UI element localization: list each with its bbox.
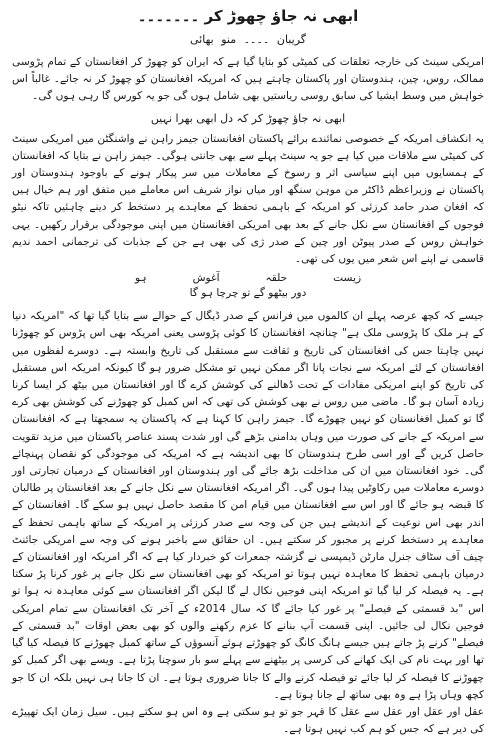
paragraph-4: عقل اور عقل اور عقل سے عقل کا قہر جو تو ہو سکتی ہے وہ اس ہو سکتے ہیں۔ سیل زمان ایک تھپیڑے کی دیر ہے کہ جس کو ہم کب نہیں ہوتا ہے۔: [12, 705, 484, 736]
paragraph-1: امریکی سینٹ کی خارجہ تعلقات کی کمیٹی کو بتایا گیا ہے کہ ایران کو چھوڑ کر افغانستان کے تمام پڑوسی ممالک، روس، چین، ہندوستان اور پاکستان چاہتے ہیں کہ امریکہ افغانستان کو چھوڑ کر نہ جائے۔ غالباً اس خواہش میں وسط ایشیا کی سابق روسی ریاستیں بھی شامل ہوں گی جو یہ کورس گا رہی ہوں گی۔: [12, 56, 484, 103]
verse-line-1: ابھی نہ جاؤ چھوڑ کر کہ دل ابھی بھرا نہیں: [150, 111, 346, 125]
verse-row-2: [12, 286, 484, 301]
article-title: ابھی نہ جاؤ چھوڑ کر ۔۔۔۔۔۔۔: [137, 7, 359, 25]
verse-row-1: [12, 271, 484, 286]
paragraph-2: یہ انکشاف امریکہ کے خصوصی نمائندے برائے پاکستان افغانستان جیمز راہن نے واشنگٹن میں امریکی سینٹ کی کمیٹی سے ملاقات میں کیا ہے جو یہ سینٹ پہلے سے بھی جانتی ہوگی۔ جیمز راہن نے بتایا کہ افغانستان کے ہمسایوں میں اپنے سیاسی اثر و رسوخ کے معاملات میں سر پیکار ہونے کے باوجود ہندوستان اور پاکستان نے وزیراعظم ڈاکٹر من موہن سنگھ اور میاں نواز شریف اس معاملے میں متفق اور ہم خیال ہیں کہ افغان صدر حامد کرزئی کو امریکہ کے باہمی تحفظ کے معاہدے پر دستخط کر دینے چاہئیں تاکہ نیٹو فوجوں کے افغانستان سے نکل جانے کے بعد بھی امریکی افغانستان میں اپنی موجودگی برقرار رکھیں۔ یہی خواہش روس کے صدر پیوٹن اور چین کے صدر ژی کی بھی ہے جن کے جذبات کی ترجمانی احمد ندیم قاسمی نے اپنے اس شعر میں یوں کی تھی۔: [12, 132, 484, 266]
verse-line-2: دور بیٹھو گے تو چرچا ہو گا: [189, 287, 307, 300]
verse-word: آغوش: [192, 272, 220, 285]
verse-word: حلقہ: [265, 272, 288, 285]
verse-couplet: [12, 271, 484, 301]
byline: گریبان ۔۔۔۔ منو بھائی: [190, 33, 306, 46]
verse-word: زیست: [333, 272, 362, 285]
verse-word: ہو: [134, 272, 147, 285]
paragraph-3: جیسے کہ کچھ عرصہ پہلے ان کالموں میں فرانس کے صدر ڈیگال کے حوالے سے بتایا گیا تھا کہ "امریکہ دنیا کے ہر ملک کا پڑوسی ملک ہے" چنانچہ افغانستان کا کوئی پڑوسی یعنی امریکہ بھی اس پڑوس کو چھوڑنا نہیں چاہتا جس کی افغانستان کی تاریخ و ثقافت سے مستقبل کی تاریخ وابستہ ہے۔ دوسرے لفظوں میں افغانستان کے لئے امریکہ سے نجات پانا اگر ممکن نہیں تو مشکل ضرور ہو گا کیونکہ امریکہ اس مستقبل کی تاریخ کو اپنے امریکی مفادات کے تحت ڈھالنے کی کوشش کرے گا اور افغانستان میں بیٹھ کر ایسا کرنا زیادہ آسان ہو گا۔ ماضی میں روس نے بھی کوشش کی تھی کہ اس کمبل کو چھوڑنے کی کوشش بھی کرے گا تو کمبل افغانستان کو نہیں چھوڑے گا۔ جیمز راہن کا کہنا ہے کہ پاکستان یہ سمجھتا ہے کہ افغانستان سے امریکہ کے جانے کی صورت میں وہاں بدامنی بڑھے گی اور شدت پسند عناصر پاکستان میں مزید تقویت حاصل کریں گے اور اسی طرح ہندوستان کا بھی اندیشہ ہے کہ امریکہ کی موجودگی کو نقصان پہنچائے گی۔ خود افغانستان میں ان کی مداخلت بڑھ جائے گی اور ہندوستان اور افغانستان کے درمیان تجارتی اور دوسرے معاملات میں رکاوٹیں پیدا ہوں گی۔ اگر امریکہ افغانستان سے نکل جانے کے بعد افغانستان پر طالبان کا قبضہ ہو جائے گا اور اس سے افغانستان میں قیام امن کا مقصد حاصل نہیں ہو سکے گا۔ افغانستان کے اندر بھی اس نوعیت کے اندیشے ہیں جن کی وجہ سے صدر کرزئی پر امریکہ کے ساتھ باہمی تحفظ کے معاہدے پر دستخط کرنے پر مجبور کر سکتے ہیں۔ ان حقائق سے باخبر ہونے کی وجہ سے امریکی جائنٹ چیف آف سٹاف جنرل مارٹن ڈیمپسی نے گزشتہ جمعرات کو خبردار کیا ہے کہ اگر امریکہ اور افغانستان کے درمیان باہمی تحفظ کا معاہدہ نہیں ہوتا تو امریکہ کو بھی افغانستان سے نکل جانے پر غور کرنا پڑ سکتا ہے۔ یہ فیصلہ کر لیا گیا تو امریکہ اپنی فوجیں نکال لے گا لیکن اگر افغانستان سے کوئی معاہدہ نہ ہوا تو اس "بد قسمتی کے فیصلے" پر غور کیا جائے گا کہ سال 2014ء کے آخر تک افغانستان سے تمام امریکی فوجیں نکال لی جائیں۔ اپنی قسمت آپ بنانے کا عزم رکھنے والوں کو بھی بعض اوقات "بد قسمتی کے فیصلے" کرنے پڑ جاتے ہیں جیسے ہانگ کانگ کو چھوڑتے ہوئے آنسوؤں کے ساتھ کمبل چھوڑنے کا فیصلہ کیا گیا تھا اور بہت نام کی ایک کھانے کی کرسی پر بیٹھنے سے پہلے سو بار سوچنا پڑتا ہے۔ ویسے بھی اگر کمبل کو چھوڑنے کا فیصلہ کر لیا جائے تو فیصلہ کرنے والے کا جانا ضروری ہوتا ہے۔ ان کا جانا ہی نہیں بلکہ ان کا جو کچھ وہاں پڑا ہے وہ بھی ساتھ لے جانا ہوتا ہے۔: [12, 310, 484, 701]
